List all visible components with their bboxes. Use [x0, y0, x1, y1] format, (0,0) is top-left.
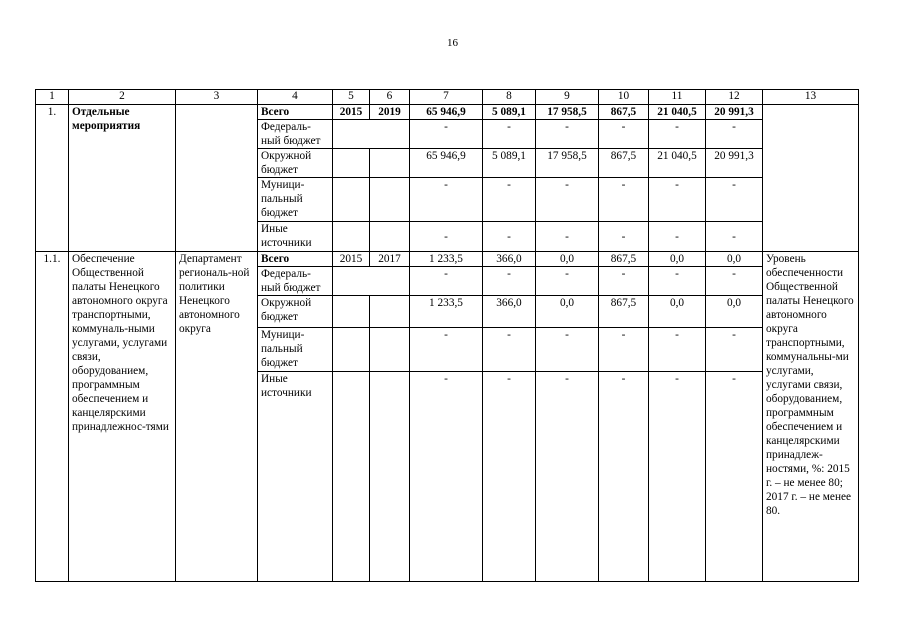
- amount-2018: 21 040,5: [649, 149, 706, 178]
- amount-2015: -: [483, 120, 536, 149]
- amount-2016: -: [536, 222, 599, 252]
- amount-2015: 366,0: [483, 252, 536, 267]
- amount-2018: -: [649, 120, 706, 149]
- amount-2018: -: [649, 178, 706, 222]
- amount-2016: -: [536, 120, 599, 149]
- funding-source: Федераль-ный бюджет: [258, 120, 333, 149]
- amount-2019: -: [706, 267, 763, 296]
- col-number: 9: [536, 90, 599, 105]
- col-number: 10: [599, 90, 649, 105]
- amount-2015: -: [483, 222, 536, 252]
- end-year: [370, 372, 410, 582]
- start-year: 2015: [333, 105, 370, 120]
- amount-2017: 867,5: [599, 296, 649, 328]
- amount-2018: 0,0: [649, 296, 706, 328]
- funding-source: Окружной бюджет: [258, 296, 333, 328]
- start-year: 2015: [333, 252, 370, 267]
- funding-source: Муници-пальный бюджет: [258, 328, 333, 372]
- amount-2019: 20 991,3: [706, 105, 763, 120]
- col-number: 7: [410, 90, 483, 105]
- indicator: Уровень обеспеченности Общественной палаты Ненецкого автономного округа транспортными, коммунальны-ми услугами, услугами связи, оборудованием, программным обеспечением и канцелярскими принадлеж-ностями, %: 2015 г. – не менее 80; 2017 г. – не менее 80.: [763, 252, 859, 582]
- item-number: 1.: [36, 105, 69, 252]
- amount-2019: -: [706, 178, 763, 222]
- activity-name: Обеспечение Общественной палаты Ненецкого автономного округа транспортными, коммуналь-ными услугами, услугами связи, оборудованием, программным обеспечением и канцелярскими принадлежнос-тями: [69, 252, 176, 582]
- funding-source: Федераль-ный бюджет: [258, 267, 333, 296]
- amount-2016: -: [536, 328, 599, 372]
- amount-2017: 867,5: [599, 149, 649, 178]
- amount-2015: -: [483, 372, 536, 582]
- amount-2016: 17 958,5: [536, 149, 599, 178]
- amount-total: 1 233,5: [410, 296, 483, 328]
- funding-source: Окружной бюджет: [258, 149, 333, 178]
- amount-total: 65 946,9: [410, 105, 483, 120]
- col-number: 8: [483, 90, 536, 105]
- col-number: 5: [333, 90, 370, 105]
- end-year: [370, 149, 410, 178]
- start-year: [333, 149, 370, 178]
- amount-total: -: [410, 267, 483, 296]
- funding-source: Иные источники: [258, 222, 333, 252]
- end-year: 2019: [370, 105, 410, 120]
- amount-2016: -: [536, 267, 599, 296]
- activity-name: Отдельные мероприятия: [69, 105, 176, 252]
- amount-2016: 0,0: [536, 296, 599, 328]
- amount-2016: 0,0: [536, 252, 599, 267]
- amount-2017: -: [599, 120, 649, 149]
- start-year: [333, 120, 370, 149]
- amount-total: -: [410, 328, 483, 372]
- amount-2017: -: [599, 328, 649, 372]
- amount-2019: 0,0: [706, 252, 763, 267]
- col-number: 2: [69, 90, 176, 105]
- funding-source: Муници-пальный бюджет: [258, 178, 333, 222]
- amount-total: 1 233,5: [410, 252, 483, 267]
- amount-2015: -: [483, 328, 536, 372]
- col-number: 11: [649, 90, 706, 105]
- col-number: 6: [370, 90, 410, 105]
- amount-2019: 0,0: [706, 296, 763, 328]
- executor: [176, 105, 258, 252]
- end-year: [370, 222, 410, 252]
- amount-total: -: [410, 372, 483, 582]
- table-row: [36, 105, 859, 120]
- amount-2016: -: [536, 178, 599, 222]
- amount-2018: -: [649, 267, 706, 296]
- end-year: [370, 328, 410, 372]
- start-year: [333, 296, 370, 328]
- amount-2019: -: [706, 120, 763, 149]
- page-number: 16: [447, 37, 458, 49]
- amount-2015: -: [483, 267, 536, 296]
- amount-2015: 366,0: [483, 296, 536, 328]
- item-number: 1.1.: [36, 252, 69, 582]
- amount-2018: 0,0: [649, 252, 706, 267]
- amount-2017: -: [599, 372, 649, 582]
- amount-2017: 867,5: [599, 252, 649, 267]
- amount-total: 65 946,9: [410, 149, 483, 178]
- column-numbers-row: [36, 90, 859, 105]
- end-year: [370, 267, 410, 296]
- amount-2018: -: [649, 372, 706, 582]
- amount-2018: -: [649, 328, 706, 372]
- start-year: [333, 372, 370, 582]
- start-year: [333, 222, 370, 252]
- col-number: 4: [258, 90, 333, 105]
- amount-2016: 17 958,5: [536, 105, 599, 120]
- amount-total: -: [410, 222, 483, 252]
- amount-2017: -: [599, 222, 649, 252]
- amount-2018: -: [649, 222, 706, 252]
- amount-2019: 20 991,3: [706, 149, 763, 178]
- amount-2016: -: [536, 372, 599, 582]
- amount-2019: -: [706, 372, 763, 582]
- amount-total: -: [410, 178, 483, 222]
- amount-2015: -: [483, 178, 536, 222]
- funding-source: Всего: [258, 252, 333, 267]
- start-year: [333, 328, 370, 372]
- indicator: [763, 105, 859, 252]
- amount-2018: 21 040,5: [649, 105, 706, 120]
- end-year: [370, 296, 410, 328]
- amount-2017: -: [599, 178, 649, 222]
- amount-2019: -: [706, 222, 763, 252]
- end-year: [370, 120, 410, 149]
- end-year: [370, 178, 410, 222]
- amount-2015: 5 089,1: [483, 105, 536, 120]
- funding-source: Иные источники: [258, 372, 333, 582]
- col-number: 3: [176, 90, 258, 105]
- table-row: [36, 252, 859, 267]
- amount-2015: 5 089,1: [483, 149, 536, 178]
- col-number: 1: [36, 90, 69, 105]
- program-table: [35, 89, 859, 582]
- amount-2017: 867,5: [599, 105, 649, 120]
- end-year: 2017: [370, 252, 410, 267]
- col-number: 12: [706, 90, 763, 105]
- executor: Департамент региональ-ной политики Ненецкого автономного округа: [176, 252, 258, 582]
- start-year: [333, 178, 370, 222]
- amount-2017: -: [599, 267, 649, 296]
- col-number: 13: [763, 90, 859, 105]
- amount-2019: -: [706, 328, 763, 372]
- start-year: [333, 267, 370, 296]
- amount-total: -: [410, 120, 483, 149]
- funding-source: Всего: [258, 105, 333, 120]
